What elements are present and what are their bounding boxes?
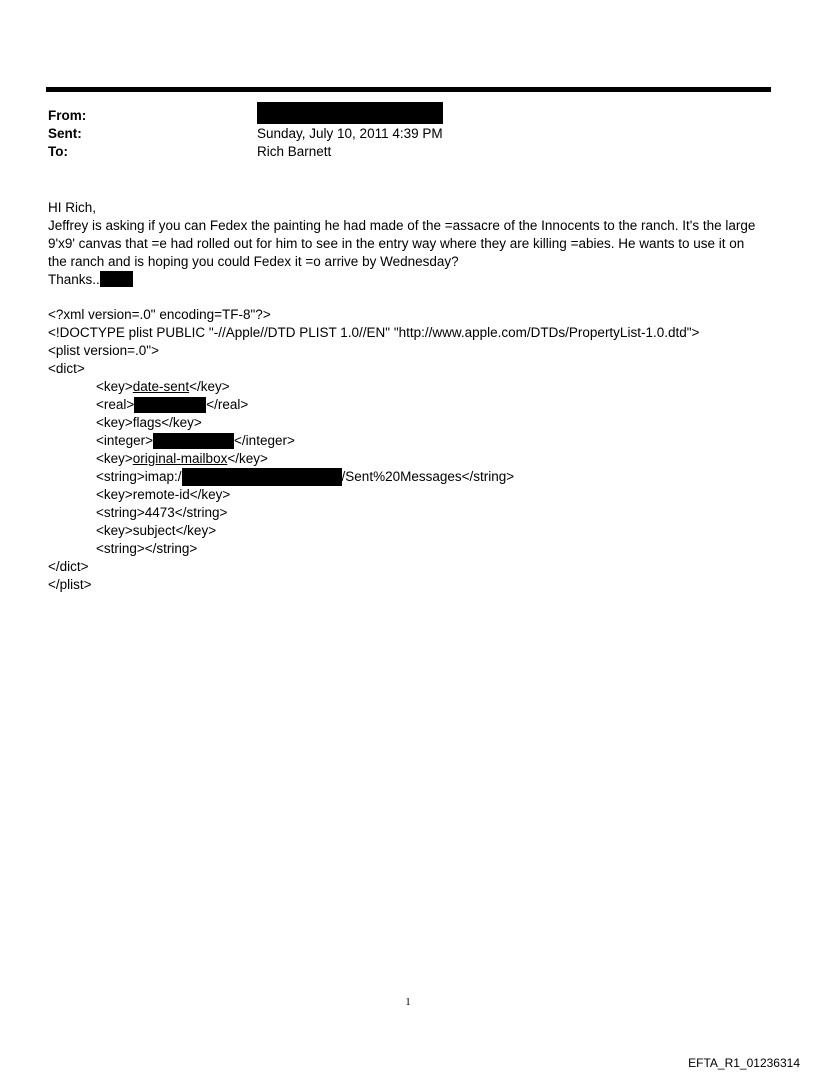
key-remote-id: <key>remote-id</key> (96, 487, 231, 502)
to-row (48, 143, 748, 161)
email-body (48, 199, 768, 289)
key-close-tag: </key> (227, 451, 268, 466)
key-date-sent (48, 378, 768, 396)
header-divider (46, 87, 771, 92)
redaction-box (257, 102, 443, 124)
string-remote-id: <string>4473</string> (96, 505, 228, 520)
body-line-3: the ranch and is hoping you could Fedex it =o arrive by Wednesday? (48, 254, 459, 269)
to-label: To: (48, 144, 68, 159)
greeting: HI Rich, (48, 200, 97, 215)
signoff: Thanks.. (48, 272, 100, 287)
sent-label: Sent: (48, 126, 82, 141)
redaction-box (153, 433, 234, 449)
string-subject: <string></string> (96, 541, 198, 556)
plist-open: <plist version=.0"> (48, 343, 159, 358)
integer-value (48, 432, 768, 450)
from-row (48, 107, 748, 125)
xml-plist-block (48, 306, 768, 594)
xml-doctype: <!DOCTYPE plist PUBLIC "-//Apple//DTD PLIST 1.0//EN" "http://www.apple.com/DTDs/PropertyList-1.0.dtd"> (48, 325, 700, 340)
dict-open: <dict> (48, 361, 85, 376)
sent-row (48, 125, 748, 143)
from-label: From: (48, 108, 87, 123)
string-close-tag: /Sent%20Messages</string> (341, 469, 515, 484)
real-value (48, 396, 768, 414)
redaction-box (100, 271, 133, 287)
sent-value: Sunday, July 10, 2011 4:39 PM (257, 126, 443, 141)
real-close-tag: </real> (206, 397, 249, 412)
document-id: EFTA_R1_01236314 (688, 1056, 800, 1070)
key-subject: <key>subject</key> (96, 523, 217, 538)
xml-declaration: <?xml version=.0" encoding=TF-8"?> (48, 307, 271, 322)
body-line-2: 9'x9' canvas that =e had rolled out for him to see in the entry way where they are killing =abies. He wants to use it on (48, 236, 745, 251)
dict-close: </dict> (48, 559, 89, 574)
from-value-redacted (257, 102, 443, 124)
redaction-box (182, 468, 342, 486)
string-imap (48, 468, 768, 486)
real-open-tag: <real> (96, 397, 135, 412)
key-close-tag: </key> (189, 379, 230, 394)
body-line-1: Jeffrey is asking if you can Fedex the painting he had made of the =assacre of the Innocents to the ranch. It's the large (48, 218, 756, 233)
page-number: 1 (405, 996, 411, 1008)
redaction-box (134, 397, 206, 413)
key-open-tag: <key> (96, 451, 133, 466)
key-name: original-mailbox (132, 451, 228, 466)
integer-open-tag: <integer> (96, 433, 154, 448)
signoff-line (48, 271, 768, 289)
to-value: Rich Barnett (257, 144, 332, 159)
key-open-tag: <key> (96, 379, 133, 394)
string-open-tag: <string>imap:/ (96, 469, 182, 484)
integer-close-tag: </integer> (234, 433, 295, 448)
key-flags: <key>flags</key> (96, 415, 202, 430)
key-original-mailbox (48, 450, 768, 468)
key-name: date-sent (132, 379, 190, 394)
plist-close: </plist> (48, 577, 92, 592)
